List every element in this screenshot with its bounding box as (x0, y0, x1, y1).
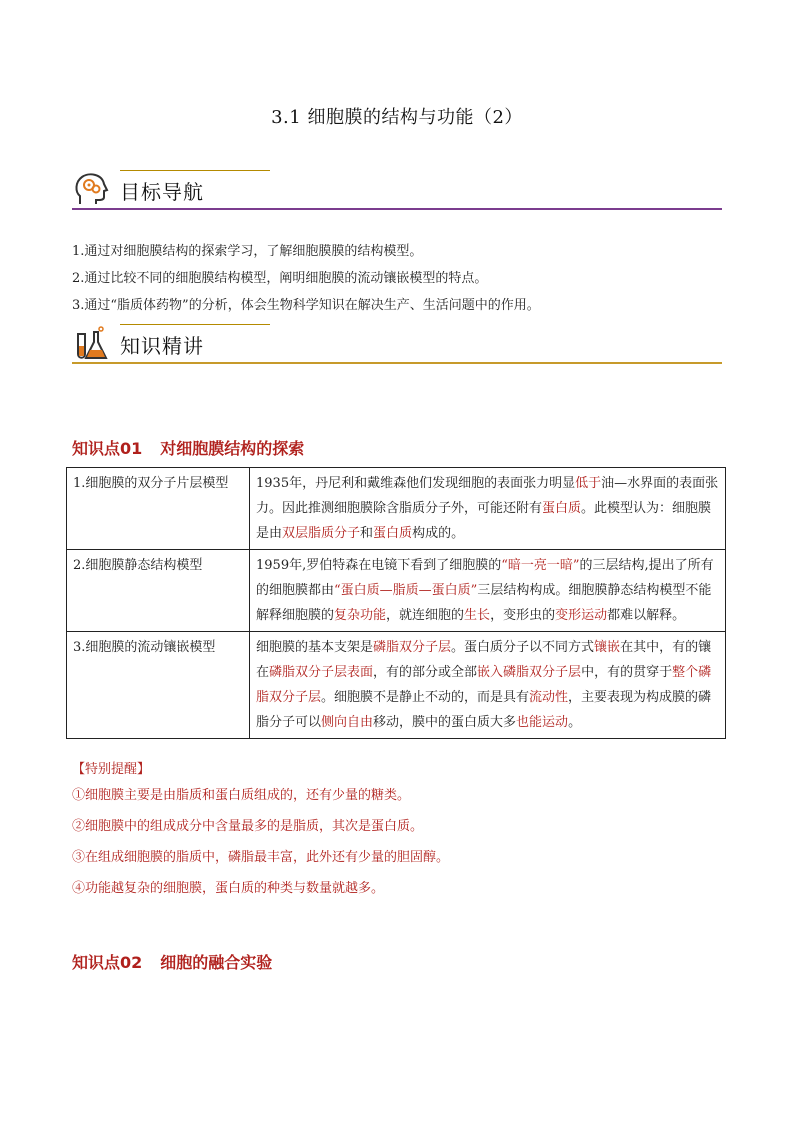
highlight-term: 镶嵌 (594, 640, 621, 655)
description-text: 移动，膜中的蛋白质大多 (373, 715, 517, 730)
header-top-line (120, 170, 270, 171)
highlight-term: 嵌入磷脂双分子层 (477, 665, 582, 680)
model-name: 3.细胞膜的流动镶嵌模型 (67, 632, 250, 739)
goals-list (72, 238, 722, 319)
highlight-term: 整个 (672, 665, 699, 680)
page-title: 3.1 细胞膜的结构与功能（2） (271, 107, 523, 128)
description-text: 在其中，有的镶在 (256, 640, 712, 680)
goal-item: 3.通过“脂质体药物”的分析，体会生物科学知识在解决生产、生活问题中的作用。 (72, 298, 540, 313)
highlight-term: 磷脂双分子层 (373, 640, 452, 655)
header-top-line (120, 324, 270, 325)
model-description (250, 632, 726, 739)
highlight-term: 流动性 (529, 690, 569, 705)
flask-icon (72, 324, 112, 364)
description-text: 都难以解释。 (607, 608, 686, 623)
description-text: 和 (360, 526, 374, 541)
description-text: ，有的部分或全部 (373, 665, 478, 680)
description-text: 油—水界面的表面张力。因此推测细胞膜除含脂质分子外，可能还附有 (256, 476, 719, 516)
model-description (250, 468, 726, 550)
description-text: 。细胞膜不是静止不动的，而是具有 (321, 690, 530, 705)
highlight-term: 双层脂质分子 (282, 526, 361, 541)
model-name: 2.细胞膜静态结构模型 (67, 550, 250, 632)
description-text: 1935年，丹尼利和戴维森他们发现细胞的表面张力明显 (256, 476, 576, 491)
highlight-term: 也能运动 (516, 715, 569, 730)
table-row (67, 632, 726, 739)
description-text: 三层结构构成。细胞膜静态结构模型不能解释细胞膜的 (256, 583, 712, 623)
description-text: 。 (568, 715, 582, 730)
knowledge-point-title (72, 950, 272, 973)
highlight-term: 复杂功能 (334, 608, 387, 623)
description-text: ，变形虫的 (490, 608, 556, 623)
description-text: ，主要表现为构成膜的磷脂分子可以 (256, 690, 712, 730)
reminder-item: ②细胞膜中的组成成分中含量最多的是脂质，其次是蛋白质。 (72, 819, 424, 834)
reminder-item: ①细胞膜主要是由脂质和蛋白质组成的，还有少量的糖类。 (72, 788, 411, 803)
description-text: 1959年,罗伯特森在电镜下看到了细胞膜的 (256, 558, 502, 573)
highlight-term: 磷脂双分子层 (256, 665, 712, 705)
table-row (67, 468, 726, 550)
reminder-heading: 【特别提醒】 (72, 762, 151, 777)
kp-title-text: 对细胞膜结构的探索 (160, 439, 305, 458)
highlight-term: 侧向自由 (321, 715, 374, 730)
highlight-term: 生长 (464, 608, 491, 623)
description-text: 。蛋白质分子以不同方式 (451, 640, 595, 655)
knowledge-table (66, 467, 726, 739)
highlight-term: “蛋白质—脂质—蛋白质” (334, 583, 478, 598)
description-text: 。此模型认为：细胞膜是由 (256, 501, 712, 541)
kp-title-text: 细胞的融合实验 (160, 953, 273, 972)
description-text: 中，有的贯穿于 (581, 665, 673, 680)
model-description (250, 550, 726, 632)
description-text: 细胞膜的基本支架是 (256, 640, 374, 655)
highlight-term: 蛋白质 (542, 501, 582, 516)
header-divider (72, 208, 722, 210)
special-reminder (72, 760, 722, 910)
reminder-item: ④功能越复杂的细胞膜，蛋白质的种类与数量就越多。 (72, 881, 385, 896)
header-divider (72, 362, 722, 364)
highlight-term: 变形运动 (555, 608, 608, 623)
highlight-term: 磷脂双分子层表面 (269, 665, 374, 680)
knowledge-point-title (72, 436, 304, 459)
highlight-term: 低于 (575, 476, 602, 491)
model-name: 1.细胞膜的双分子片层模型 (67, 468, 250, 550)
table-row (67, 550, 726, 632)
description-text: ，就连细胞的 (386, 608, 465, 623)
reminder-item: ③在组成细胞膜的脂质中，磷脂最丰富，此外还有少量的胆固醇。 (72, 850, 450, 865)
description-text: 构成的。 (412, 526, 465, 541)
kp-label: 知识点02 (72, 953, 143, 972)
head-gears-icon (72, 170, 112, 210)
description-text: 的三层结构,提出了所有的细胞膜都由 (256, 558, 714, 598)
highlight-term: “暗一亮一暗” (501, 558, 580, 573)
goal-item: 1.通过对细胞膜结构的探索学习，了解细胞膜膜的结构模型。 (72, 244, 423, 259)
section-heading: 知识精讲 (120, 334, 204, 358)
goal-item: 2.通过比较不同的细胞膜结构模型，阐明细胞膜的流动镶嵌模型的特点。 (72, 271, 488, 286)
kp-label: 知识点01 (72, 439, 143, 458)
highlight-term: 蛋白质 (373, 526, 413, 541)
section-heading: 目标导航 (120, 180, 204, 204)
